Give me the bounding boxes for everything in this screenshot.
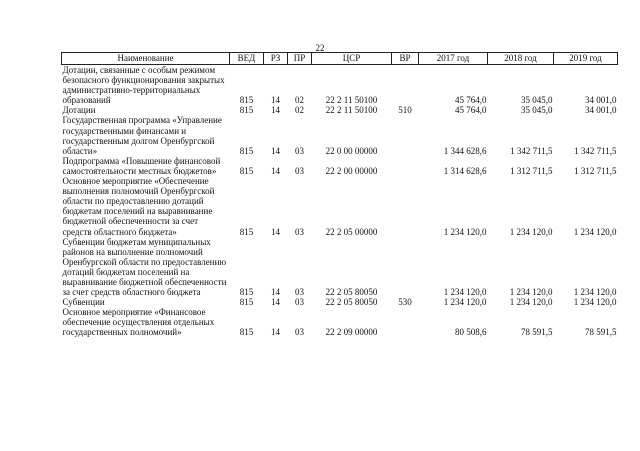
- row-2018: 78 591,5: [521, 327, 553, 338]
- row-rz: 14: [271, 145, 280, 156]
- row-rz: 14: [271, 287, 280, 298]
- row-rz: 14: [271, 105, 280, 116]
- row-name: Дотации: [62, 105, 96, 116]
- row-name: Государственная программа «Управление государственными финансами и государственным долгом Оренбургской области»: [62, 115, 222, 156]
- column-header-name: Наименование: [62, 53, 230, 65]
- row-2019: 1 234 120,0: [573, 287, 617, 298]
- row-vr: [392, 115, 419, 155]
- row-2019: 1 234 120,0: [573, 297, 617, 308]
- column-header-2018: 2018 год: [488, 53, 554, 65]
- row-csr: 22 2 11 50100: [325, 105, 378, 116]
- row-2019: 1 234 120,0: [573, 226, 617, 237]
- column-header-2017: 2017 год: [419, 53, 488, 65]
- row-name: Основное мероприятие «Финансовое обеспечение осуществления отдельных государственных полномочий»: [62, 307, 215, 338]
- row-2018: 1 234 120,0: [509, 287, 553, 298]
- row-ved: 815: [239, 327, 254, 338]
- row-2019: 34 001,0: [585, 105, 617, 116]
- row-2018: 1 234 120,0: [509, 226, 553, 237]
- row-vr: [392, 156, 419, 176]
- row-2018: 1 342 711,5: [510, 145, 553, 156]
- row-rz: 14: [271, 165, 280, 176]
- column-header-vr: ВР: [392, 53, 419, 65]
- row-pr: 03: [295, 145, 304, 156]
- row-ved: 815: [239, 297, 254, 308]
- row-name: Подпрограмма «Повышение финансовой самостоятельности местных бюджетов»: [62, 155, 221, 176]
- row-ved: 815: [239, 145, 254, 156]
- table-row: [62, 237, 618, 298]
- row-2019: 78 591,5: [585, 327, 617, 338]
- row-vr: [392, 237, 419, 298]
- row-rz: 14: [271, 226, 280, 237]
- row-vr: 530: [398, 297, 412, 308]
- row-2017: 80 508,6: [455, 327, 487, 338]
- row-2017: 45 764,0: [455, 95, 487, 106]
- row-2017: 1 314 628,6: [443, 165, 487, 176]
- row-vr: [392, 307, 419, 337]
- table-row: [62, 297, 618, 307]
- row-ved: 815: [239, 226, 254, 237]
- row-pr: 02: [295, 95, 304, 106]
- table-row: [62, 115, 618, 155]
- row-2019: 34 001,0: [585, 95, 617, 106]
- table-row: [62, 65, 618, 106]
- row-ved: 815: [239, 287, 254, 298]
- row-pr: 03: [295, 297, 304, 308]
- table-row: [62, 176, 618, 237]
- column-header-rz: РЗ: [264, 53, 288, 65]
- row-rz: 14: [271, 327, 280, 338]
- row-csr: 22 2 05 80050: [325, 297, 378, 308]
- table-row: [62, 156, 618, 176]
- row-vr: [392, 176, 419, 237]
- row-2019: 1 312 711,5: [574, 165, 617, 176]
- table-row: [62, 105, 618, 115]
- table-row: [62, 307, 618, 337]
- row-2017: 1 234 120,0: [443, 297, 487, 308]
- row-csr: 22 2 05 80050: [325, 287, 378, 298]
- row-ved: 815: [239, 165, 254, 176]
- row-csr: 22 0 00 00000: [325, 145, 378, 156]
- row-csr: 22 2 00 00000: [325, 165, 378, 176]
- row-2018: 1 234 120,0: [509, 297, 553, 308]
- row-vr: [392, 65, 419, 106]
- row-csr: 22 2 11 50100: [325, 95, 378, 106]
- row-pr: 03: [295, 327, 304, 338]
- column-header-pr: ПР: [288, 53, 312, 65]
- row-2018: 1 312 711,5: [510, 165, 553, 176]
- row-vr: 510: [398, 105, 412, 116]
- column-header-csr: ЦСР: [312, 53, 392, 65]
- row-2017: 1 234 120,0: [443, 287, 487, 298]
- row-name: Субвенции: [62, 297, 105, 308]
- row-pr: 03: [295, 165, 304, 176]
- row-pr: 03: [295, 226, 304, 237]
- page-number: 22: [315, 43, 325, 53]
- row-2017: 1 234 120,0: [443, 226, 487, 237]
- row-name: Основное мероприятие «Обеспечение выполнения полномочий Оренбургской области по предоставлению дотаций бюджетам поселений на выравнивание бюджетной обеспеченности за счет средств областного бюджета»: [62, 176, 215, 237]
- row-2017: 1 344 628,6: [443, 145, 487, 156]
- table-header-row: [62, 53, 618, 65]
- budget-table: [61, 52, 618, 338]
- row-name: Субвенции бюджетам муниципальных районов на выполнение полномочий Оренбургской области по предоставлению дотаций бюджетам поселений на выравнивание бюджетной обеспеченности за счет средств областного бюджета: [62, 236, 227, 298]
- row-name: Дотации, связанные с особым режимом безопасного функционирования закрытых административно-территориальных образований: [62, 65, 225, 106]
- row-pr: 03: [295, 287, 304, 298]
- row-pr: 02: [295, 105, 304, 116]
- row-rz: 14: [271, 95, 280, 106]
- column-header-ved: ВЕД: [230, 53, 264, 65]
- row-2018: 35 045,0: [521, 105, 553, 116]
- row-ved: 815: [239, 95, 254, 106]
- column-header-2019: 2019 год: [554, 53, 618, 65]
- row-csr: 22 2 09 00000: [325, 327, 378, 338]
- row-2017: 45 764,0: [455, 105, 487, 116]
- row-2018: 35 045,0: [521, 95, 553, 106]
- row-csr: 22 2 05 00000: [325, 226, 378, 237]
- row-2019: 1 342 711,5: [574, 145, 617, 156]
- row-ved: 815: [239, 105, 254, 116]
- row-rz: 14: [271, 297, 280, 308]
